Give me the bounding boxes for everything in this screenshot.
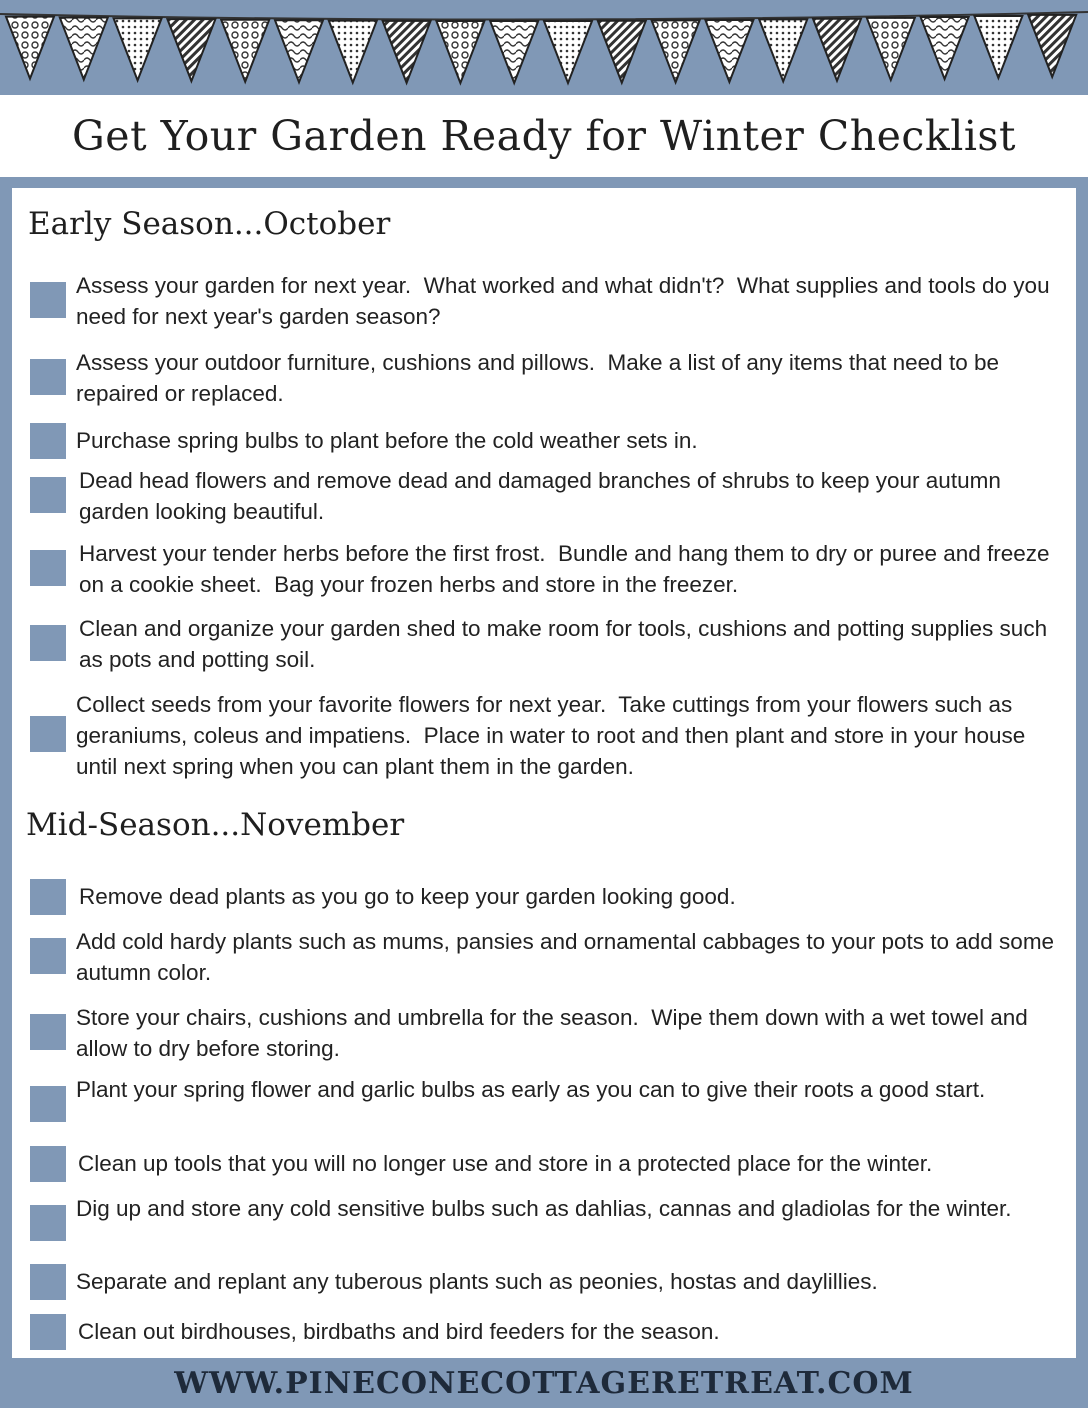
footer xyxy=(0,1358,1088,1408)
item-text: Clean out birdhouses, birdbaths and bird feeders for the season. xyxy=(78,1319,720,1344)
item-text: Plant your spring flower and garlic bulbs as early as you can to give their roots a good start. xyxy=(76,1077,986,1102)
item-text: Collect seeds from your favorite flowers for next year. Take cuttings from your flowers such as geraniums, coleus and impatiens. Place in water to root and then plant and store in your house until next spring when you can plant them in the garden. xyxy=(76,692,1032,779)
item-text: Assess your outdoor furniture, cushions and pillows. Make a list of any items that need to be repaired or replaced. xyxy=(76,350,1006,406)
item-text: Harvest your tender herbs before the first frost. Bundle and hang them to dry or puree and freeze on a cookie sheet. Bag your frozen herbs and store in the freezer. xyxy=(79,541,1056,597)
checkbox[interactable] xyxy=(30,423,66,459)
checkbox[interactable] xyxy=(30,550,66,586)
checkbox[interactable] xyxy=(30,1014,66,1050)
checkbox[interactable] xyxy=(30,1264,66,1300)
checkbox[interactable] xyxy=(30,938,66,974)
checkbox[interactable] xyxy=(30,1314,66,1350)
checkbox[interactable] xyxy=(30,282,66,318)
checkbox[interactable] xyxy=(30,716,66,752)
section-heading-mid: Mid-Season...November xyxy=(26,807,405,843)
item-text: Separate and replant any tuberous plants such as peonies, hostas and daylillies. xyxy=(76,1269,878,1294)
checklist-panel xyxy=(12,188,1076,1358)
item-text: Assess your garden for next year. What worked and what didn't? What supplies and tools do you need for next year's garden season? xyxy=(76,273,1056,329)
item-text: Dead head flowers and remove dead and damaged branches of shrubs to keep your autumn garden looking beautiful. xyxy=(79,468,1008,524)
website-url: WWW.PINECONECOTTAGERETREAT.COM xyxy=(174,1365,914,1401)
item-text: Purchase spring bulbs to plant before the cold weather sets in. xyxy=(76,428,698,453)
page-title: Get Your Garden Ready for Winter Checklist xyxy=(72,112,1016,160)
checkbox[interactable] xyxy=(30,359,66,395)
checkbox[interactable] xyxy=(30,625,66,661)
item-text: Remove dead plants as you go to keep your garden looking good. xyxy=(79,884,736,909)
title-bar xyxy=(0,95,1088,177)
section-heading-early: Early Season...October xyxy=(28,206,391,242)
bunting-banner xyxy=(0,0,1088,95)
item-text: Clean up tools that you will no longer use and store in a protected place for the winter. xyxy=(78,1151,933,1176)
checkbox[interactable] xyxy=(30,879,66,915)
checkbox[interactable] xyxy=(30,477,66,513)
item-text: Clean and organize your garden shed to make room for tools, cushions and potting supplies such as pots and potting soil. xyxy=(79,616,1054,672)
checkbox[interactable] xyxy=(30,1146,66,1182)
checkbox[interactable] xyxy=(30,1205,66,1241)
item-text: Store your chairs, cushions and umbrella for the season. Wipe them down with a wet towel and allow to dry before storing. xyxy=(76,1005,1035,1061)
item-text: Add cold hardy plants such as mums, pansies and ornamental cabbages to your pots to add some autumn color. xyxy=(76,929,1061,985)
item-text: Dig up and store any cold sensitive bulbs such as dahlias, cannas and gladiolas for the winter. xyxy=(76,1196,1012,1221)
checkbox[interactable] xyxy=(30,1086,66,1122)
